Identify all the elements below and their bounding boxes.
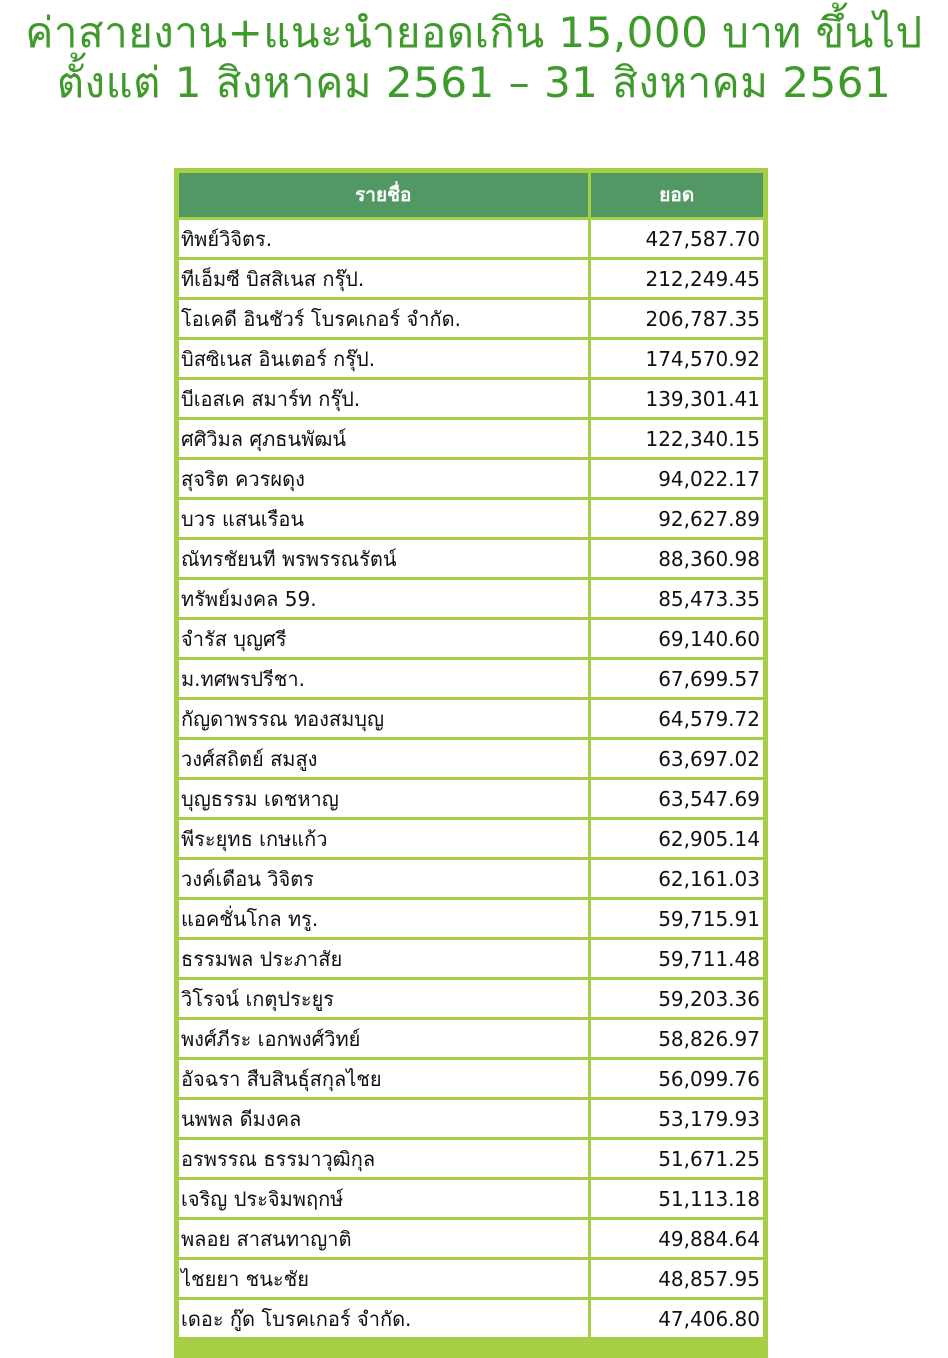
row-name: บิสซิเนส อินเตอร์ กรุ๊ป. — [179, 339, 589, 379]
table-row — [179, 1219, 763, 1259]
row-name: ศศิวิมล ศุภธนพัฒน์ — [179, 419, 589, 459]
row-amount: 49,884.64 — [589, 1219, 763, 1259]
row-name: เดอะ กู๊ด โบรคเกอร์ จำกัด. — [179, 1299, 589, 1339]
row-amount: 53,179.93 — [589, 1099, 763, 1139]
table-row — [179, 299, 763, 339]
row-amount: 85,473.35 — [589, 579, 763, 619]
table-row — [179, 899, 763, 939]
ranking-table — [179, 173, 763, 1340]
row-name: เจริญ ประจิมพฤกษ์ — [179, 1179, 589, 1219]
row-name: พีระยุทธ เกษแก้ว — [179, 819, 589, 859]
table-row — [179, 459, 763, 499]
table-row — [179, 699, 763, 739]
row-name: ณัทรชัยนที พรพรรณรัตน์ — [179, 539, 589, 579]
row-name: ทรัพย์มงคล 59. — [179, 579, 589, 619]
row-name: วิโรจน์ เกตุประยูร — [179, 979, 589, 1019]
row-amount: 63,547.69 — [589, 779, 763, 819]
row-name: บวร แสนเรือน — [179, 499, 589, 539]
row-name: ไชยยา ชนะชัย — [179, 1259, 589, 1299]
row-amount: 58,826.97 — [589, 1019, 763, 1059]
row-name: ทีเอ็มซี บิสสิเนส กรุ๊ป. — [179, 259, 589, 299]
table-row — [179, 859, 763, 899]
row-name: ธรรมพล ประภาสัย — [179, 939, 589, 979]
row-name: จำรัส บุญศรี — [179, 619, 589, 659]
table-row — [179, 1139, 763, 1179]
table-row — [179, 659, 763, 699]
header-row — [179, 173, 763, 219]
header-name: รายชื่อ — [179, 173, 589, 219]
table-row — [179, 739, 763, 779]
row-name: กัญดาพรรณ ทองสมบุญ — [179, 699, 589, 739]
table-row — [179, 819, 763, 859]
table-row — [179, 1019, 763, 1059]
ranking-table-frame — [174, 168, 768, 1358]
table-row — [179, 1099, 763, 1139]
row-amount: 59,715.91 — [589, 899, 763, 939]
row-amount: 62,905.14 — [589, 819, 763, 859]
row-name: วงศ์สถิตย์ สมสูง — [179, 739, 589, 779]
row-amount: 47,406.80 — [589, 1299, 763, 1339]
row-name: วงค์เดือน วิจิตร — [179, 859, 589, 899]
header-amount: ยอด — [589, 173, 763, 219]
row-amount: 59,203.36 — [589, 979, 763, 1019]
row-name: บุญธรรม เดชหาญ — [179, 779, 589, 819]
table-row — [179, 419, 763, 459]
row-amount: 139,301.41 — [589, 379, 763, 419]
row-name: โอเคดี อินชัวร์ โบรคเกอร์ จำกัด. — [179, 299, 589, 339]
row-amount: 64,579.72 — [589, 699, 763, 739]
table-row — [179, 1299, 763, 1339]
row-name: พงศ์ภีระ เอกพงศ์วิทย์ — [179, 1019, 589, 1059]
row-amount: 67,699.57 — [589, 659, 763, 699]
row-amount: 92,627.89 — [589, 499, 763, 539]
row-name: อัจฉรา สืบสินธุ์สกุลไชย — [179, 1059, 589, 1099]
table-row — [179, 1059, 763, 1099]
table-row — [179, 1179, 763, 1219]
row-amount: 174,570.92 — [589, 339, 763, 379]
row-amount: 88,360.98 — [589, 539, 763, 579]
table-header — [179, 173, 763, 219]
table-row — [179, 939, 763, 979]
row-amount: 51,113.18 — [589, 1179, 763, 1219]
table-row — [179, 619, 763, 659]
row-amount: 206,787.35 — [589, 299, 763, 339]
row-amount: 69,140.60 — [589, 619, 763, 659]
row-name: นพพล ดีมงคล — [179, 1099, 589, 1139]
row-name: ม.ทศพรปรีชา. — [179, 659, 589, 699]
title-line-1: ค่าสายงาน+แนะนำยอดเกิน 15,000 บาท ขึ้นไป — [25, 8, 923, 57]
row-amount: 122,340.15 — [589, 419, 763, 459]
row-name: แอคชั่นโกล ทรู. — [179, 899, 589, 939]
row-name: สุจริต ควรผดุง — [179, 459, 589, 499]
table-row — [179, 499, 763, 539]
title-line-2: ตั้งแต่ 1 สิงหาคม 2561 – 31 สิงหาคม 2561 — [56, 58, 892, 107]
row-name: อรพรรณ ธรรมาวุฒิกุล — [179, 1139, 589, 1179]
table-row — [179, 259, 763, 299]
row-amount: 51,671.25 — [589, 1139, 763, 1179]
table-row — [179, 219, 763, 259]
table-row — [179, 539, 763, 579]
row-amount: 56,099.76 — [589, 1059, 763, 1099]
row-amount: 63,697.02 — [589, 739, 763, 779]
row-amount: 59,711.48 — [589, 939, 763, 979]
table-row — [179, 1259, 763, 1299]
row-amount: 48,857.95 — [589, 1259, 763, 1299]
row-amount: 212,249.45 — [589, 259, 763, 299]
row-name: พลอย สาสนทาญาติ — [179, 1219, 589, 1259]
table-body — [179, 219, 763, 1339]
page-title — [0, 8, 948, 108]
row-name: บีเอสเค สมาร์ท กรุ๊ป. — [179, 379, 589, 419]
table-row — [179, 379, 763, 419]
row-amount: 94,022.17 — [589, 459, 763, 499]
table-row — [179, 779, 763, 819]
row-amount: 427,587.70 — [589, 219, 763, 259]
row-name: ทิพย์วิจิตร. — [179, 219, 589, 259]
table-row — [179, 579, 763, 619]
table-row — [179, 339, 763, 379]
table-row — [179, 979, 763, 1019]
row-amount: 62,161.03 — [589, 859, 763, 899]
